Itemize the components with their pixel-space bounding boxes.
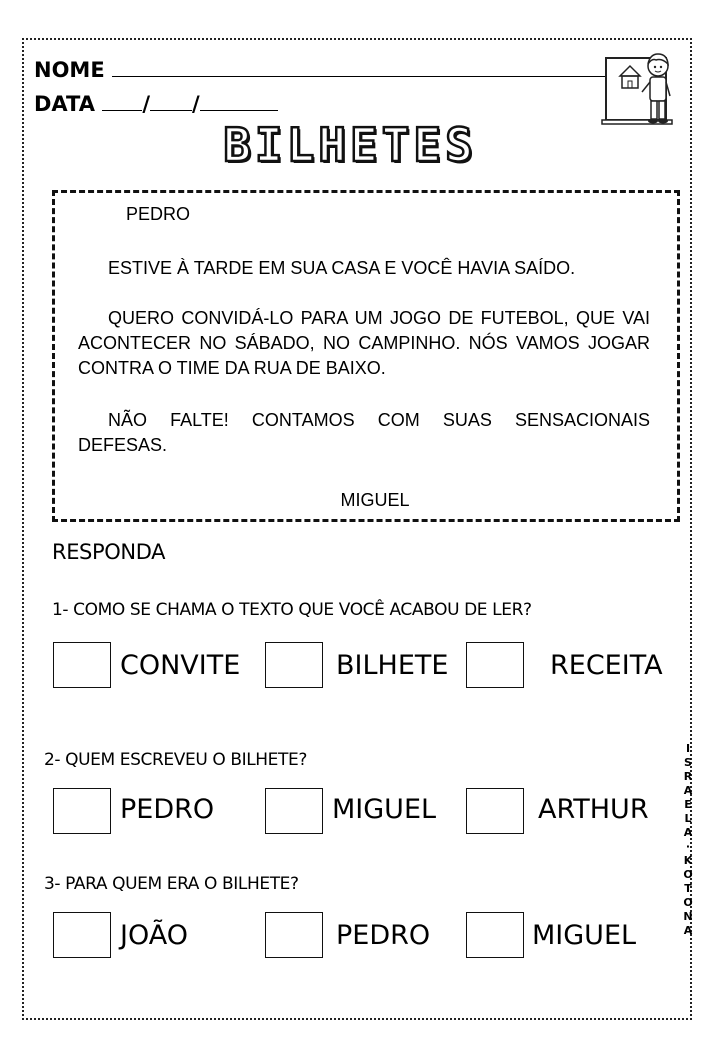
author-letter: K [683, 854, 693, 867]
author-letter: O [683, 896, 693, 909]
note-paragraph: NÃO FALTE! CONTAMOS COM SUAS SENSACIONAIS DEFESAS. [78, 410, 650, 455]
author-letter: E [684, 798, 692, 811]
name-row [34, 58, 607, 82]
author-credit-vertical [681, 742, 695, 938]
option-label: ARTHUR [538, 794, 649, 825]
note-signature: MIGUEL [340, 490, 410, 510]
date-month-field[interactable] [150, 92, 192, 111]
date-day-field[interactable] [102, 92, 142, 111]
checkbox-pedro-2[interactable] [265, 912, 323, 958]
author-letter: R [683, 770, 693, 783]
checkbox-miguel[interactable] [265, 788, 323, 834]
note-paragraph: QUERO CONVIDÁ-LO PARA UM JOGO DE FUTEBOL, QUE VAI ACONTECER NO SÁBADO, NO CAMPINHO. NÓS VAMOS JOGAR CONTRA O TIME DA RUA DE BAIXO. [78, 308, 650, 378]
checkbox-arthur[interactable] [466, 788, 524, 834]
note-paragraph: ESTIVE À TARDE EM SUA CASA E VOCÊ HAVIA SAÍDO. [108, 258, 576, 278]
note-recipient: PEDRO [126, 204, 191, 224]
author-letter: O [683, 868, 693, 881]
author-letter: N [683, 910, 693, 923]
name-field[interactable] [112, 58, 607, 77]
author-letter: I [685, 742, 691, 755]
author-letter: A [683, 924, 693, 937]
question-1: 1- COMO SE CHAMA O TEXTO QUE VOCÊ ACABOU DE LER? [52, 600, 532, 620]
author-letter: A [683, 784, 693, 797]
date-separator: / [142, 92, 150, 116]
author-letter: A [683, 826, 693, 839]
author-letter: · [685, 840, 691, 853]
date-year-field[interactable] [200, 92, 278, 111]
date-separator: / [192, 92, 200, 116]
page-title: BILHETES [223, 118, 477, 172]
page-frame [22, 38, 692, 1020]
option-label: CONVITE [120, 650, 241, 681]
option-label: PEDRO [336, 920, 431, 951]
checkbox-miguel-2[interactable] [466, 912, 524, 958]
date-row [34, 92, 278, 116]
option-label: MIGUEL [532, 920, 637, 951]
option-label: BILHETE [336, 650, 449, 681]
option-label: JOÃO [120, 920, 188, 951]
author-letter: T [684, 882, 692, 895]
checkbox-joao[interactable] [53, 912, 111, 958]
checkbox-receita[interactable] [466, 642, 524, 688]
question-3: 3- PARA QUEM ERA O BILHETE? [44, 874, 299, 894]
responda-heading: RESPONDA [52, 540, 166, 564]
author-letter: S [684, 756, 692, 769]
checkbox-bilhete[interactable] [265, 642, 323, 688]
option-label: PEDRO [120, 794, 215, 825]
option-label: MIGUEL [332, 794, 437, 825]
name-label: NOME [34, 58, 105, 82]
question-2: 2- QUEM ESCREVEU O BILHETE? [44, 750, 307, 770]
date-label: DATA [34, 92, 96, 116]
checkbox-convite[interactable] [53, 642, 111, 688]
checkbox-pedro[interactable] [53, 788, 111, 834]
author-letter: L [684, 812, 692, 825]
option-label: RECEITA [550, 650, 663, 681]
